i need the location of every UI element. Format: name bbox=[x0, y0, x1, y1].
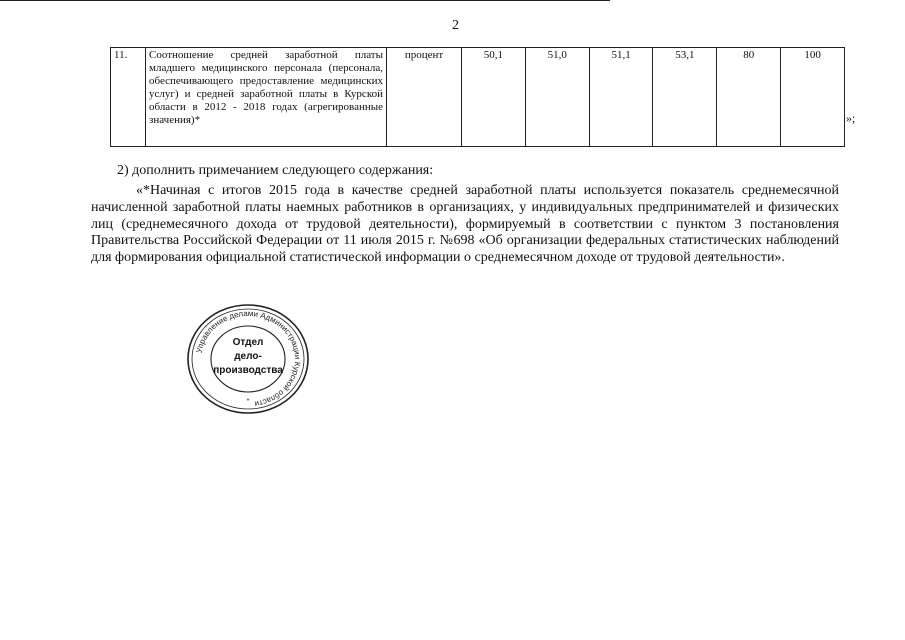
value-cell: 80 bbox=[717, 48, 781, 147]
value-cell: 51,1 bbox=[589, 48, 653, 147]
stamp-ring-text: Управление делами Администрации Курской области bbox=[194, 308, 303, 409]
indicator-name: Соотношение средней заработной платы младшего медицинского персонала (персонала, обеспечивающего предоставление медицинских услуг) и средней заработной платы в Курской области в 2012 - 2018 годах (агрегированные значения)* bbox=[146, 48, 387, 147]
indicator-table bbox=[110, 47, 845, 147]
stamp-line-2: дело- bbox=[234, 351, 262, 362]
page-number: 2 bbox=[452, 18, 459, 33]
value-cell: 53,1 bbox=[653, 48, 717, 147]
stamp-line-3: производства bbox=[213, 365, 283, 376]
value-cell: 100 bbox=[781, 48, 845, 147]
row-number: 11. bbox=[111, 48, 146, 147]
closing-quote: »; bbox=[846, 111, 856, 125]
footnote-text: «*Начиная с итогов 2015 года в качестве средней заработной платы используется показатель среднемесячной начисленной заработной платы наемных работников в организациях, у индивидуальных предпринимателей и физических лиц (среднемесячного дохода от трудовой деятельности), формируемый в соответствии с пунктом 3 постановления Правительства Российской Федерации от 11 июля 2015 г. №698 «Об организации федеральных статистических наблюдений для формирования официальной статистической информации о среднемесячном доходе от трудовой деятельности». bbox=[91, 183, 839, 266]
amendment-item: 2) дополнить примечанием следующего содержания: bbox=[117, 163, 434, 178]
table-row bbox=[111, 48, 845, 147]
unit-cell: процент bbox=[387, 48, 462, 147]
stamp-star: * bbox=[246, 398, 250, 405]
stamp-line-1: Отдел bbox=[232, 337, 264, 348]
value-cell: 50,1 bbox=[462, 48, 526, 147]
office-stamp bbox=[185, 303, 311, 415]
value-cell: 51,0 bbox=[525, 48, 589, 147]
top-rule bbox=[0, 0, 610, 1]
